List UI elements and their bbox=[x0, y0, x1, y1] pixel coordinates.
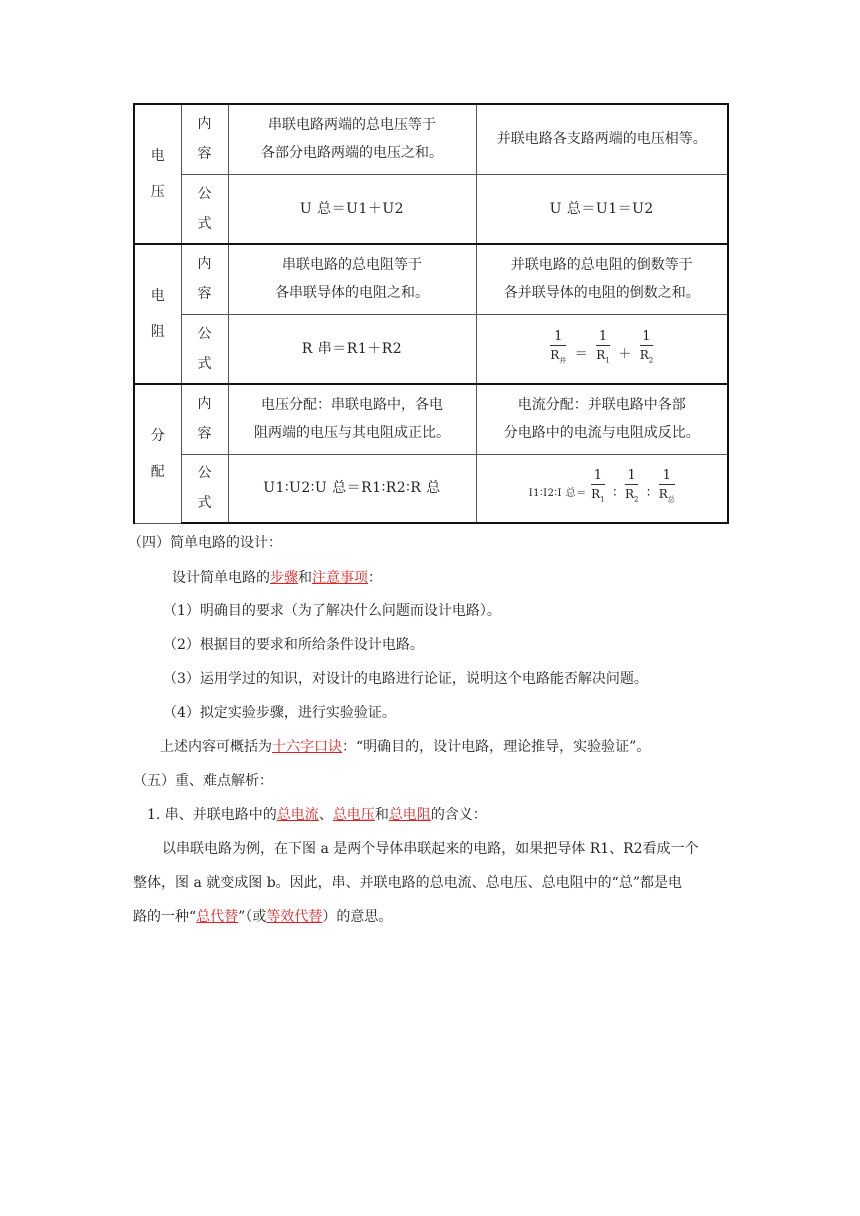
keyword-equivalent-substitute: 等效代替 bbox=[266, 909, 323, 925]
keyword-total-resistance: 总电阻 bbox=[388, 807, 431, 823]
distribution-formula-row bbox=[134, 454, 728, 523]
voltage-formula-row bbox=[134, 174, 728, 244]
voltage-formula-label: 公 式 bbox=[181, 174, 228, 244]
resistance-content-row bbox=[134, 244, 728, 314]
step-item: （2）根据目的要求和所给条件设计电路。 bbox=[163, 637, 424, 653]
keyword-total-substitute: 总代替 bbox=[196, 909, 239, 925]
distribution-series-content: 电压分配：串联电路中，各电 阻两端的电压与其电阻成正比。 bbox=[228, 384, 476, 454]
resistance-series-formula: R 串＝R1＋R2 bbox=[228, 314, 476, 384]
distribution-parallel-formula bbox=[476, 454, 728, 523]
voltage-content-label: 内 容 bbox=[181, 104, 228, 174]
fraction-1-over-r1: $\frac{1}{R_1}$ bbox=[591, 468, 605, 504]
step-item: （4）拟定实验步骤，进行实验验证。 bbox=[163, 705, 396, 721]
fraction-1-over-r1: $\frac{1}{R_1}$ bbox=[596, 328, 610, 364]
fraction-1-over-r2: $\frac{1}{R_2}$ bbox=[639, 328, 654, 364]
plus-sign: ＋ bbox=[618, 346, 632, 362]
voltage-content-row bbox=[134, 104, 728, 174]
resistance-content-label: 内 容 bbox=[181, 244, 228, 314]
keyword-steps: 步骤 bbox=[270, 570, 298, 586]
section5-item1: 1. 串、并联电路中的总电流、总电压和总电阻的含义： bbox=[147, 807, 487, 823]
distribution-formula-label: 公 式 bbox=[181, 454, 228, 523]
voltage-parallel-content: 并联电路各支路两端的电压相等。 bbox=[476, 104, 728, 174]
keyword-total-voltage: 总电压 bbox=[332, 807, 375, 823]
resistance-parallel-formula bbox=[476, 314, 728, 384]
section5-heading: （五）重、难点解析： bbox=[133, 773, 273, 789]
section4-summary: 上述内容可概括为十六字口诀：“明确目的，设计电路，理论推导，实验验证”。 bbox=[160, 739, 651, 755]
equals-sign: ＝ bbox=[574, 346, 588, 362]
resistance-parallel-content: 并联电路的总电阻的倒数等于 各并联导体的电阻的倒数之和。 bbox=[476, 244, 728, 314]
resistance-formula-row bbox=[134, 314, 728, 384]
distribution-content-row bbox=[134, 384, 728, 454]
voltage-parallel-formula: U 总＝U1＝U2 bbox=[476, 174, 728, 244]
current-ratio-lhs: I1∶I2∶I 总＝ bbox=[528, 488, 587, 500]
paragraph-line: 路的一种“总代替”（或等效代替）的意思。 bbox=[133, 909, 393, 925]
section4-heading: （四）简单电路的设计： bbox=[128, 535, 282, 551]
fraction-1-over-r-total: $\frac{1}{R_总}$ bbox=[658, 468, 675, 504]
paragraph-line: 整体，图 a 就变成图 b。因此，串、并联电路的总电流、总电压、总电阻中的“总”都是电 bbox=[133, 875, 682, 891]
step-item: （1）明确目的要求（为了解决什么问题而设计电路）。 bbox=[163, 603, 501, 619]
voltage-series-formula: U 总＝U1＋U2 bbox=[228, 174, 476, 244]
step-item: （3）运用学过的知识，对设计的电路进行论证，说明这个电路能否解决问题。 bbox=[163, 671, 648, 687]
circuit-comparison-table bbox=[133, 103, 729, 524]
fraction-1-over-r2: $\frac{1}{R_2}$ bbox=[624, 468, 639, 504]
resistance-series-content: 串联电路的总电阻等于 各串联导体的电阻之和。 bbox=[228, 244, 476, 314]
paragraph-line: 以串联电路为例，在下图 a 是两个导体串联起来的电路，如果把导体 R1、R2看成一个 bbox=[162, 841, 699, 857]
voltage-series-content: 串联电路两端的总电压等于 各部分电路两端的电压之和。 bbox=[228, 104, 476, 174]
distribution-series-formula: U1∶U2∶U 总＝R1∶R2∶R 总 bbox=[228, 454, 476, 523]
ratio-colon: ∶ bbox=[646, 486, 651, 502]
voltage-category: 电 压 bbox=[134, 104, 181, 244]
distribution-category: 分 配 bbox=[134, 384, 181, 523]
fraction-1-over-r-parallel: $\frac{1}{R_并}$ bbox=[550, 328, 567, 364]
ratio-colon: ∶ bbox=[613, 486, 617, 502]
keyword-mnemonic: 十六字口诀 bbox=[272, 739, 342, 755]
keyword-total-current: 总电流 bbox=[276, 807, 319, 823]
keyword-notes: 注意事项 bbox=[312, 570, 368, 586]
resistance-category: 电 阻 bbox=[134, 244, 181, 384]
distribution-content-label: 内 容 bbox=[181, 384, 228, 454]
section4-intro: 设计简单电路的步骤和注意事项： bbox=[172, 570, 382, 586]
distribution-parallel-content: 电流分配：并联电路中各部 分电路中的电流与电阻成反比。 bbox=[476, 384, 728, 454]
resistance-formula-label: 公 式 bbox=[181, 314, 228, 384]
